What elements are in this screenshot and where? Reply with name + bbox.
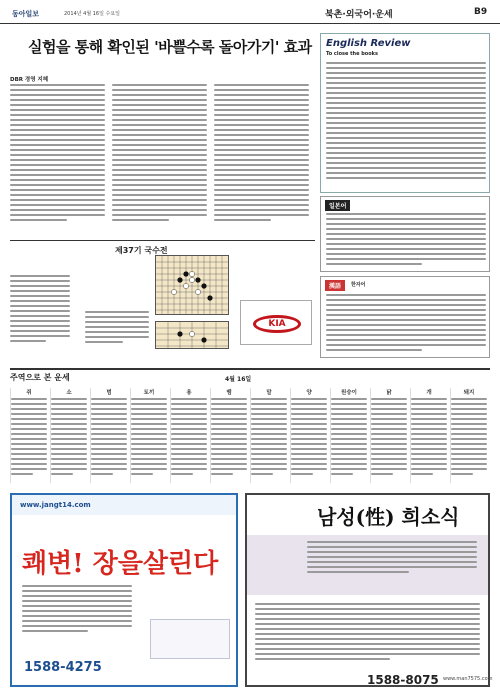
baduk-title: 제37기 국수전 <box>115 246 168 255</box>
ad-phone[interactable]: 1588-4275 <box>24 660 102 675</box>
zodiac-column: 돼지 <box>450 388 487 483</box>
ad-highlight-band <box>247 535 488 595</box>
kia-logo: KIA <box>253 315 301 333</box>
zodiac-column: 닭 <box>370 388 407 483</box>
japanese-lesson-title: 일본어 <box>325 200 350 211</box>
chinese-lesson-box <box>320 276 490 358</box>
baduk-notes <box>85 311 149 346</box>
baduk-board-reference <box>155 321 229 349</box>
page-header <box>0 0 500 24</box>
ad-band-text <box>307 541 477 576</box>
zodiac-column: 개 <box>410 388 447 483</box>
bowel-health-ad[interactable] <box>10 493 238 687</box>
horoscope-date: 4월 16일 <box>225 376 252 383</box>
article-byline: DBR 경영 지혜 <box>10 77 49 83</box>
mens-health-ad[interactable] <box>245 493 493 687</box>
ad-product-box <box>150 619 230 659</box>
baduk-board <box>155 255 229 315</box>
issue-date: 2014년 4월 16일 수요일 <box>64 11 121 17</box>
english-review-title: English Review <box>326 38 411 49</box>
zodiac-column: 쥐 <box>10 388 47 483</box>
zodiac-column: 말 <box>250 388 287 483</box>
horoscope-title: 주역으로 본 운세 <box>10 372 70 382</box>
zodiac-column: 토끼 <box>130 388 167 483</box>
article-column-3 <box>214 84 309 224</box>
baduk-commentary <box>10 275 70 345</box>
horoscope-section <box>10 368 490 483</box>
zodiac-column: 뱀 <box>210 388 247 483</box>
zodiac-column: 용 <box>170 388 207 483</box>
japanese-lesson-box <box>320 196 490 272</box>
chinese-lesson-subtitle: 한자어 <box>351 282 366 288</box>
newspaper-logo[interactable]: 동아일보 <box>12 10 40 18</box>
chinese-lesson-body <box>326 294 486 354</box>
ad-phone[interactable]: 1588-8075 <box>367 673 439 687</box>
zodiac-column: 범 <box>90 388 127 483</box>
english-review-box <box>320 33 490 193</box>
ad-detail-text <box>255 603 480 663</box>
ad-url[interactable]: www.man7575.com <box>443 676 493 682</box>
chinese-lesson-title: 漢語 <box>325 280 345 291</box>
section-title: 북촌·외국어·운세 <box>325 10 393 20</box>
english-review-subtitle: To close the books <box>326 51 378 57</box>
kia-ad[interactable] <box>240 300 312 345</box>
english-review-body <box>326 62 486 182</box>
article-headline: 실험을 통해 확인된 '바쁠수록 돌아가기' 효과 <box>28 38 312 56</box>
page-number: B9 <box>474 7 488 17</box>
article-column-1 <box>10 84 105 224</box>
ad-body-text <box>22 585 132 635</box>
ad-url[interactable]: www.jangt14.com <box>20 501 91 509</box>
zodiac-column: 원숭이 <box>330 388 367 483</box>
article-column-2 <box>112 84 207 224</box>
japanese-lesson-body <box>326 213 486 268</box>
ad-headline: 쾌변! 장을살린다 <box>22 549 219 579</box>
zodiac-column: 양 <box>290 388 327 483</box>
zodiac-column: 소 <box>50 388 87 483</box>
ad-title: 남성(性) 희소식 <box>317 505 460 529</box>
